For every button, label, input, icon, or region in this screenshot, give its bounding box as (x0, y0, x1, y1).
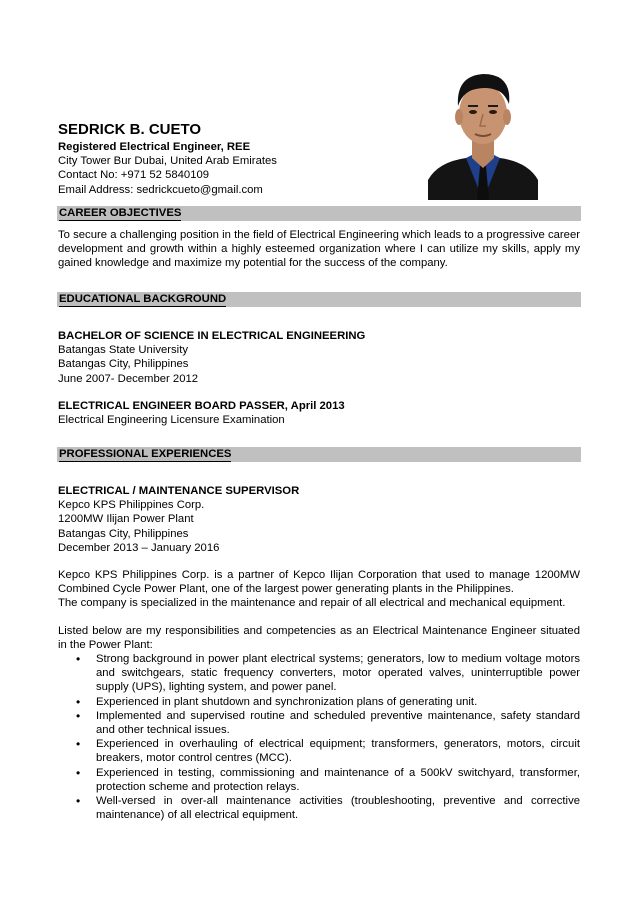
company-description: Kepco KPS Philippines Corp. is a partner of Kepco Ilijan Corporation that used to manage 1200MW Combined Cycle Power Plant, one of the largest power generating plants in the Philippines. (58, 569, 580, 596)
education-block (58, 329, 580, 427)
section-career-objectives (57, 206, 581, 221)
section-professional-experiences (57, 447, 581, 462)
section-educational-background (57, 292, 581, 307)
job-dates: December 2013 – January 2016 (58, 541, 220, 554)
company-name: Kepco KPS Philippines Corp. (58, 499, 205, 512)
plant-name: 1200MW Ilijan Power Plant (58, 513, 194, 526)
candidate-name: SEDRICK B. CUETO (58, 121, 202, 138)
address: City Tower Bur Dubai, United Arab Emirates (58, 155, 277, 168)
company-specialization: The company is specialized in the maintenance and repair of all electrical and mechanical equipment. (58, 597, 566, 610)
email-address: Email Address: sedrickcueto@gmail.com (58, 183, 263, 196)
list-item: • Well-versed in over-all maintenance activities (troubleshooting, preventive and corrective maintenance) of all electrical equipment. (96, 794, 580, 822)
degree: BACHELOR OF SCIENCE IN ELECTRICAL ENGINEERING (58, 330, 366, 342)
education-dates: June 2007- December 2012 (58, 372, 199, 385)
responsibilities-intro: Listed below are my responsibilities and competencies as an Electrical Maintenance Engineer situated in the Power Plant: (58, 624, 580, 651)
list-item: • Strong background in power plant electrical systems; generators, low to medium voltage motors and switchgears, static frequency converters, motor operated valves, uninterruptible power supply (UPS), lighting system, and power panel. (96, 652, 580, 695)
board-exam: ELECTRICAL ENGINEER BOARD PASSER, April 2013 (58, 399, 345, 412)
section-title: CAREER OBJECTIVES (59, 207, 182, 219)
list-item: • Experienced in overhauling of electrical equipment; transformers, generators, motors, circuit breakers, motor control centres (MCC). (96, 737, 580, 765)
experience-block (58, 484, 580, 822)
list-item: • Experienced in testing, commissioning and maintenance of a 500kV switchyard, transformer, protection scheme and protection relays. (96, 766, 580, 794)
job-position: ELECTRICAL / MAINTENANCE SUPERVISOR (58, 485, 300, 497)
list-item: • Experienced in plant shutdown and synchronization plans of generating unit. (96, 695, 580, 709)
section-title: EDUCATIONAL BACKGROUND (59, 293, 227, 305)
career-objective-text: To secure a challenging position in the field of Electrical Engineering which leads to a progressive career development and growth within a highly esteemed organization where I can utilize my skills, apply my gained knowledge and maximize my potential for the success of the company. (58, 229, 580, 270)
contact-number: Contact No: +971 52 5840109 (58, 169, 210, 182)
responsibilities-list (58, 652, 580, 822)
professional-title: Registered Electrical Engineer, REE (58, 141, 251, 153)
board-exam-description: Electrical Engineering Licensure Examination (58, 414, 285, 427)
resume-header (58, 121, 438, 197)
job-location: Batangas City, Philippines (58, 527, 189, 540)
profile-photo (428, 62, 538, 200)
school-location: Batangas City, Philippines (58, 358, 189, 371)
school: Batangas State University (58, 344, 188, 357)
section-title: PROFESSIONAL EXPERIENCES (59, 448, 232, 460)
portrait-image (428, 62, 538, 200)
list-item: • Implemented and supervised routine and scheduled preventive maintenance, safety standard and other technical issues. (96, 709, 580, 737)
